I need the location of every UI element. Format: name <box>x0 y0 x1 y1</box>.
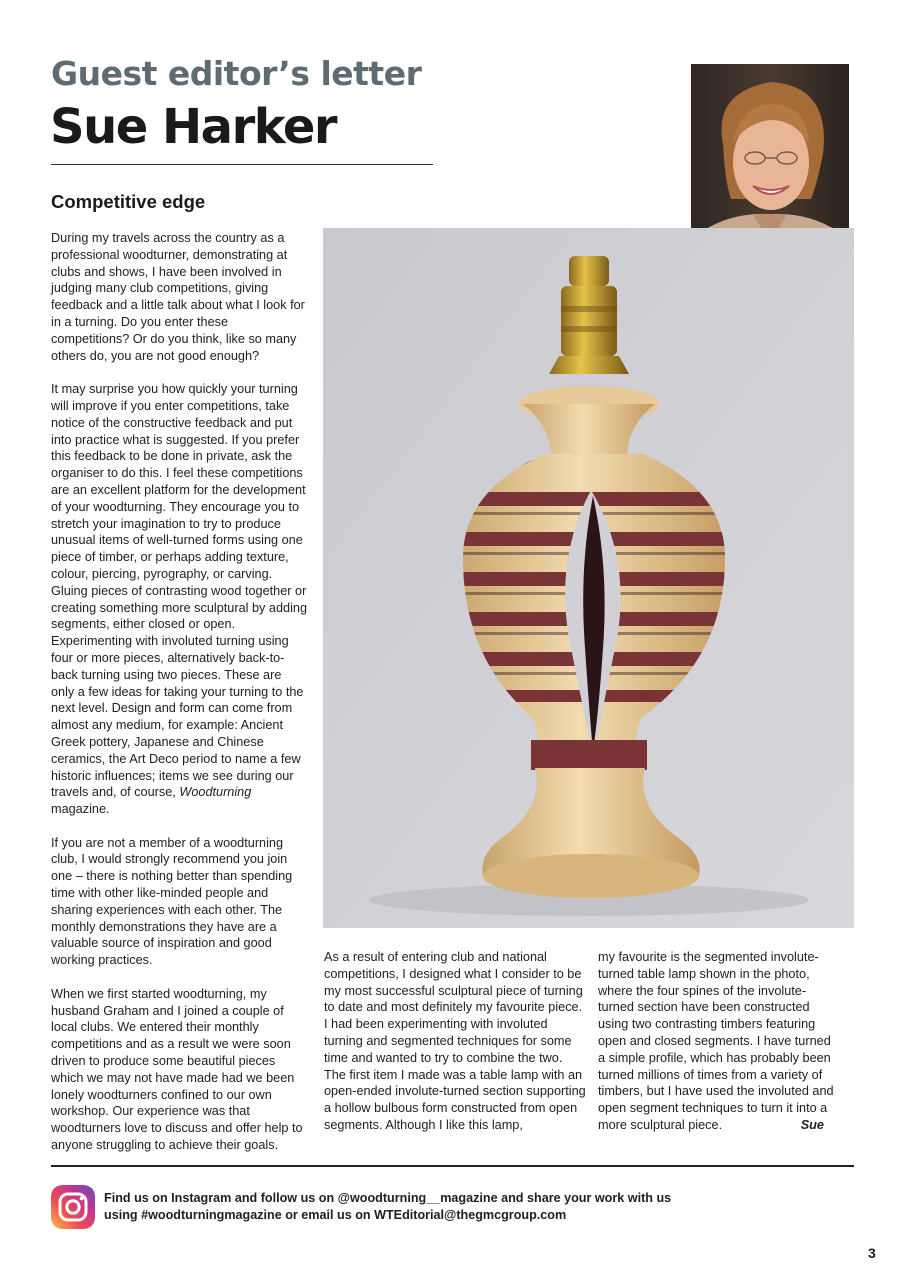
section-heading: Competitive edge <box>51 191 206 212</box>
header-divider <box>51 164 433 165</box>
kicker-title: Guest editor’s letter <box>51 54 422 93</box>
footer-contact-text: Find us on Instagram and follow us on @woodturning__magazine and share your work with us using #woodturningmagazine or email us on WTEditorial@thegmcgroup.com <box>104 1191 672 1222</box>
paragraph: If you are not a member of a woodturning club, I would strongly recommend you join one – there is nothing better than spending time with other like-minded people and sharing experiences with each other. The monthly demonstrations they have are a valuable source of inspiration and good working practices. <box>51 835 293 968</box>
paragraph: my favourite is the segmented involute-turned table lamp shown in the photo, where the four spines of the involute-turned section have been constructed using two contrasting timbers featuring open and closed segments. I have turned a simple profile, which has probably been turned millions of times from a variety of timbers, but I have used the involuted and open segment techniques to turn it into a more sculptural piece. Sue <box>598 949 836 1134</box>
paragraph: During my travels across the country as a professional woodturner, demonstrating at clubs and shows, I have been involved in judging many club competitions, giving feedback and a little talk about what I look for in a turning. Do you enter these competitions? Or do you think, like so many others do, you are not good enough? <box>51 231 305 363</box>
lamp-photo <box>323 228 854 928</box>
article-column-2 <box>324 949 586 1151</box>
article-column-1 <box>51 230 307 1171</box>
paragraph: As a result of entering club and national competitions, I designed what I consider to be my most successful sculptural piece of turning to date and most definitely my favourite piece. I had been experimenting with involuted turning and segmented techniques for some time and wanted to try to combine the two. The first item I made was a table lamp with an open-ended involute-turned section supporting a hollow bulbous form constructed from open segments. Although I like this lamp, <box>324 950 586 1132</box>
paragraph: When we first started woodturning, my husband Graham and I joined a couple of local clubs. We entered their monthly competitions and as a result we were soon driven to produce some beautiful pieces which we may not have made had we been lonely woodturners confined to our own workshop. Our experience was that woodturners love to discuss and offer help to anyone struggling to achieve their goals. <box>51 986 303 1153</box>
footer-divider <box>51 1165 854 1167</box>
article-column-3 <box>598 949 836 1151</box>
page-number: 3 <box>868 1245 876 1261</box>
instagram-icon[interactable] <box>51 1185 95 1229</box>
signature: Sue <box>800 1117 824 1132</box>
magazine-name: Woodturning <box>179 785 252 800</box>
author-name: Sue Harker <box>50 99 337 155</box>
paragraph: It may surprise you how quickly your turning will improve if you enter competitions, take notice of the constructive feedback and put into practice what is suggested. If you prefer this feedback to be done in private, ask the organiser to do this. I feel these competitions are an excellent platform for the development of your woodturning. They encourage you to stretch your imagination to try to produce unusual items of well-turned forms using one piece of timber, or perhaps adding texture, colour, piercing, pyrography, or carving. Gluing pieces of contrasting wood together or creating something more sculptural by adding segments, either closed or open. Experimenting with involuted turning using four or more pieces, alternatively back-to-back turning using two pieces. These are only a few ideas for taking your turning to the next level. Design and form can come from almost any medium, for example: Ancient Greek pottery, Japanese and Chinese ceramics, the Art Deco period to name a few historic influences; items we see during our travels and, of course, Woodturning magazine. <box>51 382 308 817</box>
